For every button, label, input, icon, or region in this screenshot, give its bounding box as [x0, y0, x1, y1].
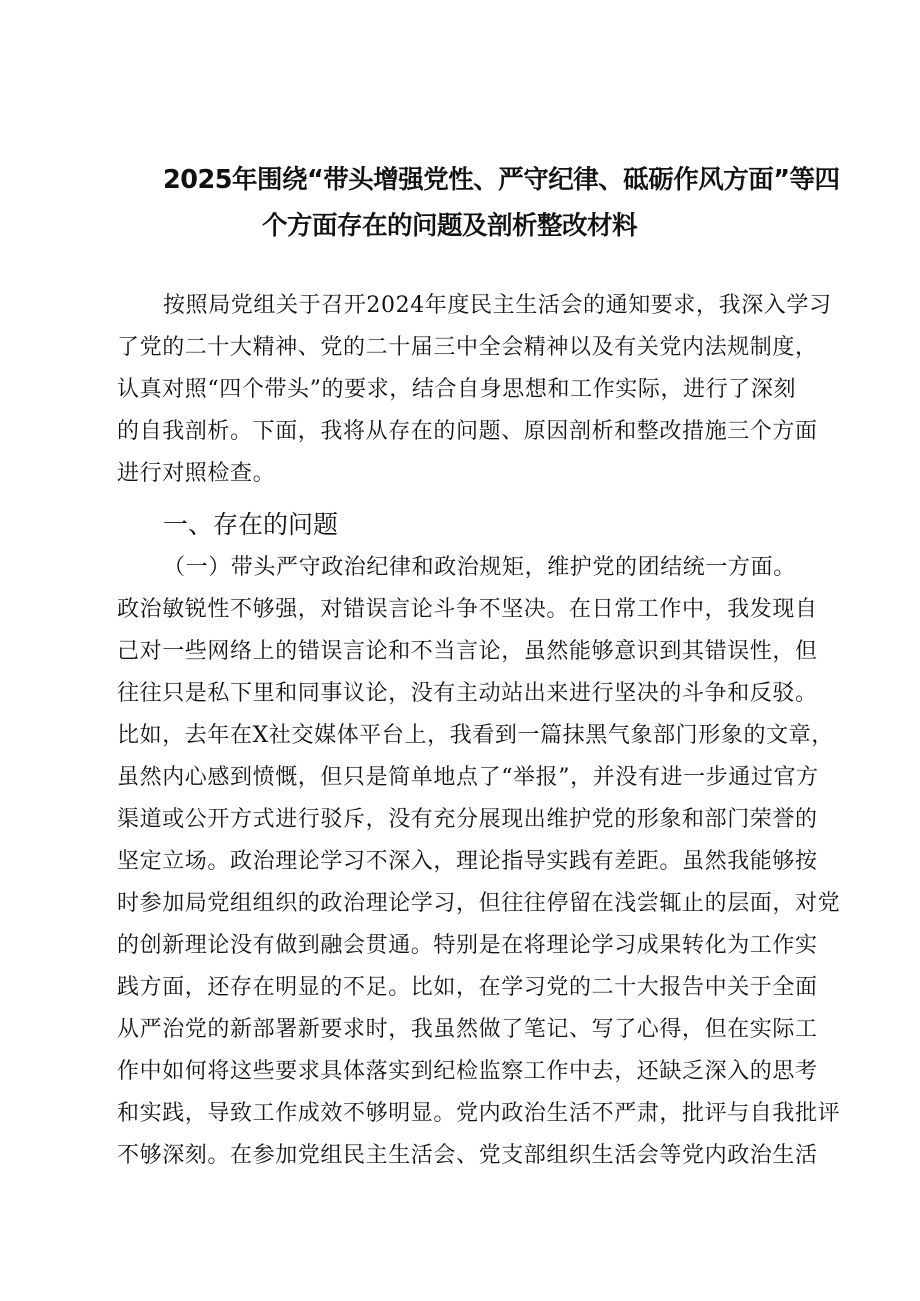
- section-heading: 一、存在的问题: [163, 510, 339, 539]
- body-line: 虽然内心感到愤慨，但只是简单地点了“举报”，并没有进一步通过官方: [117, 765, 819, 790]
- document-title-line-1: 2025年围绕“带头增强党性、严守纪律、砥砺作风方面”等四: [163, 165, 840, 195]
- body-line: 往往只是私下里和同事议论，没有主动站出来进行坚决的斗争和反驳。: [117, 681, 818, 706]
- body-line: 政治敏锐性不够强，对错误言论斗争不坚决。在日常工作中，我发现自: [117, 597, 818, 622]
- body-line: 和实践，导致工作成效不够明显。党内政治生活不严肃，批评与自我批评: [117, 1101, 841, 1126]
- intro-line: 了党的二十大精神、党的二十届三中全会精神以及有关党内法规制度，: [117, 335, 818, 360]
- intro-line: 认真对照“四个带头”的要求，结合自身思想和工作实际，进行了深刻: [117, 377, 797, 402]
- document-title-line-2: 个方面存在的问题及剖析整改材料: [262, 211, 638, 241]
- body-line: （一）带头严守政治纪律和政治规矩，维护党的团结统一方面。: [163, 555, 796, 580]
- intro-line: 进行对照检查。: [117, 461, 276, 486]
- body-line: 坚定立场。政治理论学习不深入，理论指导实践有差距。虽然我能够按: [117, 849, 818, 874]
- body-line: 不够深刻。在参加党组民主生活会、党支部组织生活会等党内政治生活: [117, 1143, 818, 1168]
- body-line: 从严治党的新部署新要求时，我虽然做了笔记、写了心得，但在实际工: [117, 1017, 818, 1042]
- intro-line: 按照局党组关于召开2024年度民主生活会的通知要求，我深入学习: [163, 293, 832, 318]
- body-line: 践方面，还存在明显的不足。比如，在学习党的二十大报告中关于全面: [117, 975, 818, 1000]
- body-line: 渠道或公开方式进行驳斥，没有充分展现出维护党的形象和部门荣誉的: [117, 807, 818, 832]
- body-line: 的创新理论没有做到融会贯通。特别是在将理论学习成果转化为工作实: [117, 933, 818, 958]
- body-line: 比如，去年在X社交媒体平台上，我看到一篇抹黑气象部门形象的文章，: [117, 723, 834, 748]
- body-line: 时参加局党组组织的政治理论学习，但往往停留在浅尝辄止的层面，对党: [117, 891, 841, 916]
- intro-line: 的自我剖析。下面，我将从存在的问题、原因剖析和整改措施三个方面: [117, 419, 818, 444]
- body-line: 己对一些网络上的错误言论和不当言论，虽然能够意识到其错误性，但: [117, 639, 818, 664]
- body-line: 作中如何将这些要求具体落实到纪检监察工作中去，还缺乏深入的思考: [117, 1059, 818, 1084]
